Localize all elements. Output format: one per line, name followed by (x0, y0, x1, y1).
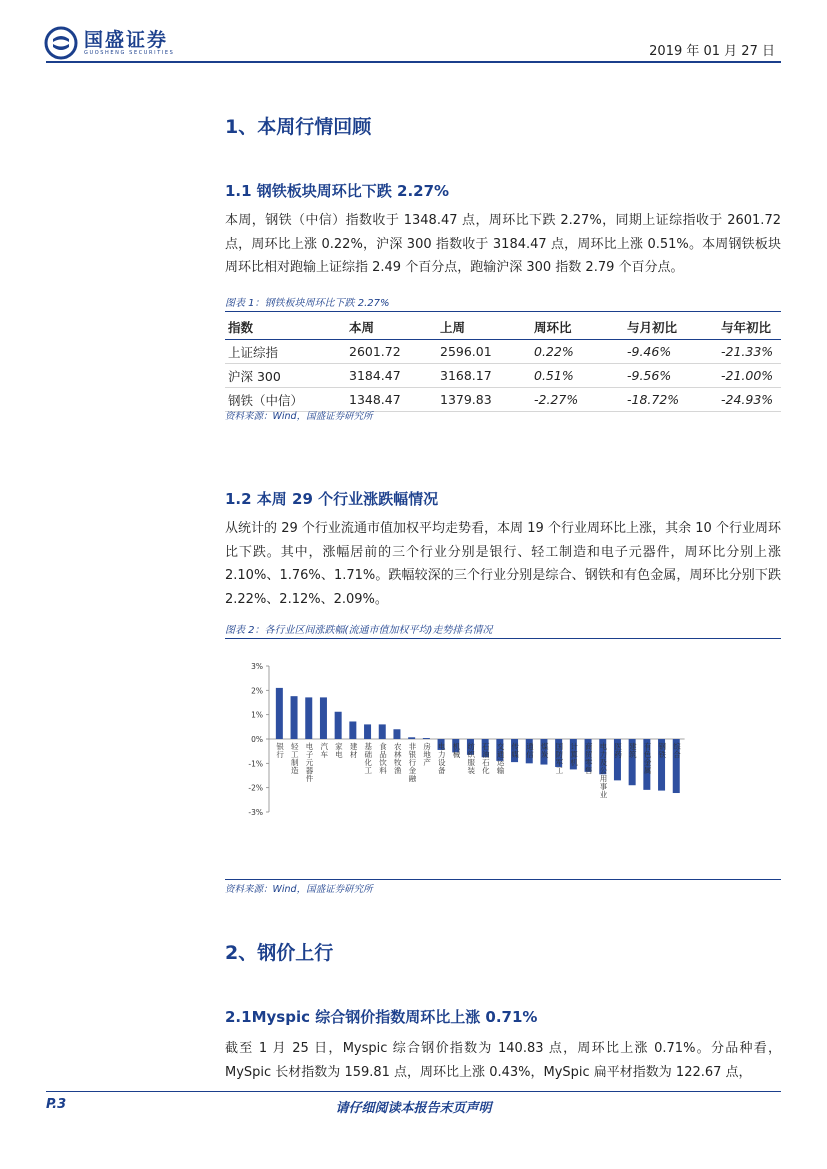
x-tick-label: 建材 (349, 742, 358, 759)
y-tick-label: 0% (251, 735, 263, 744)
table-header-row (225, 315, 781, 340)
chart-2-caption: 图表 2：各行业区间涨跌幅(流通市值加权平均)走势排名情况 (225, 625, 493, 636)
x-tick-label: 计算机 (570, 742, 578, 767)
table-header-cell: 与年初比 (718, 315, 781, 340)
x-tick-label: 商贸零售 (585, 742, 593, 775)
chart-2-caption-line (225, 638, 781, 639)
table-header-cell: 本周 (346, 315, 437, 340)
table-row (225, 340, 781, 364)
industry-bar-chart-svg (225, 646, 781, 880)
table-cell: -9.46% (624, 340, 718, 364)
chart-2-bottom-line (225, 879, 781, 880)
x-tick-label: 基础化工 (364, 742, 373, 775)
table-header-cell: 周环比 (531, 315, 624, 340)
x-tick-label: 通信 (526, 742, 534, 759)
section-2-title: 2、钢价上行 (225, 942, 334, 964)
x-tick-label: 建筑 (629, 742, 637, 759)
report-date: 2019 年 01 月 27 日 (649, 44, 775, 59)
subsection-2-1-paragraph: 截至 1 月 25 日，Myspic 综合钢价指数为 140.83 点，周环比上涨 0.71%。分品种看，MySpic 长材指数为 159.81 点，周环比上涨 0.43%，MySpic 扁平材指数为 122.67 点， (225, 1041, 781, 1080)
table-cell: 钢铁（中信） (225, 388, 346, 412)
x-tick-label: 农林牧渔 (393, 742, 402, 775)
table-cell: -9.56% (624, 364, 718, 388)
x-tick-label: 石油石化 (482, 742, 490, 775)
x-tick-label: 汽车 (320, 742, 328, 759)
subsection-2-1-title: 2.1Myspic 综合钢价指数周环比上涨 0.71% (225, 1008, 538, 1026)
y-tick-label: -3% (248, 808, 263, 817)
y-tick-label: -2% (248, 783, 263, 793)
x-tick-label: 电力设备 (438, 742, 446, 775)
table-cell: -21.00% (718, 364, 781, 388)
logo-mark-icon (44, 26, 78, 60)
table-cell: 0.51% (531, 364, 624, 388)
table-cell: 上证综指 (225, 340, 346, 364)
disclaimer-notice: 请仔细阅读本报告末页声明 (335, 1101, 492, 1116)
table-1-caption-line (225, 311, 781, 312)
table-cell: 沪深 300 (225, 364, 346, 388)
y-tick-label: 2% (251, 686, 263, 696)
bar-非银行金融 (408, 737, 415, 739)
table-header-cell: 指数 (225, 315, 346, 340)
x-tick-label: 机械 (452, 742, 461, 759)
bar-轻工制造 (291, 696, 298, 739)
x-tick-label: 电力及公用事业 (599, 742, 608, 799)
table-header-cell: 上周 (437, 315, 531, 340)
x-tick-label: 传媒 (511, 742, 520, 759)
x-tick-label: 煤炭 (540, 742, 549, 759)
table-cell: -24.93% (718, 388, 781, 412)
header-divider (46, 61, 781, 63)
subsection-1-2-title: 1.2 本周 29 个行业涨跌幅情况 (225, 490, 439, 508)
bar-农林牧渔 (393, 729, 400, 739)
x-tick-label: 电子元器件 (305, 742, 314, 783)
y-tick-label: 1% (251, 710, 263, 720)
table-cell: 1348.47 (346, 388, 437, 412)
x-tick-label: 钢铁 (658, 742, 667, 759)
x-tick-label: 交通运输 (496, 742, 505, 775)
subsection-1-1-title: 1.1 钢铁板块周环比下跌 2.27% (225, 182, 450, 200)
bar-汽车 (320, 697, 327, 739)
x-tick-label: 银行 (276, 742, 284, 759)
industry-bar-chart (225, 646, 781, 880)
table-cell: -2.27% (531, 388, 624, 412)
table-cell: 3168.17 (437, 364, 531, 388)
x-tick-label: 家电 (335, 742, 343, 759)
table-1-source: 资料来源：Wind，国盛证券研究所 (225, 411, 373, 422)
page-number: P.3 (46, 1097, 67, 1112)
table-cell: -21.33% (718, 340, 781, 364)
x-tick-label: 有色金属 (643, 742, 652, 775)
table-1-caption: 图表 1：钢铁板块周环比下跌 2.27% (225, 298, 390, 309)
index-table (225, 315, 781, 412)
logo-cn-text: 国盛证券 (84, 28, 169, 51)
bar-建材 (349, 721, 356, 739)
table-cell: 0.22% (531, 340, 624, 364)
subsection-1-2-paragraph: 从统计的 29 个行业流通市值加权平均走势看，本周 19 个行业周环比上涨，其余 10 个行业周环比下跌。其中，涨幅居前的三个行业分别是银行、轻工制造和电子元器件，周环比分别上涨 2.10%、1.76%、1.71%。跌幅较深的三个行业分别是综合、钢铁和有色金属，周环比分别下跌 2.22%、2.12%、2.09%。 (225, 521, 781, 607)
bar-银行 (276, 688, 283, 739)
table-cell: -18.72% (624, 388, 718, 412)
table-cell: 1379.83 (437, 388, 531, 412)
x-tick-label: 医药 (614, 742, 622, 759)
y-tick-label: -1% (248, 759, 263, 769)
bar-电子元器件 (305, 697, 312, 739)
x-tick-label: 综合 (673, 742, 681, 759)
y-tick-label: 3% (251, 662, 263, 671)
bar-家电 (335, 712, 342, 739)
table-cell: 2596.01 (437, 340, 531, 364)
table-cell: 3184.47 (346, 364, 437, 388)
x-tick-label: 非银行金融 (408, 742, 417, 783)
x-tick-label: 纺织服装 (467, 742, 475, 775)
company-logo (44, 26, 174, 60)
chart-2-source: 资料来源：Wind，国盛证券研究所 (225, 884, 373, 895)
section-1-title: 1、本周行情回顾 (225, 116, 372, 138)
bar-基础化工 (364, 724, 371, 739)
x-tick-label: 轻工制造 (291, 742, 299, 775)
x-tick-label: 国防军工 (555, 742, 564, 775)
table-cell: 2601.72 (346, 340, 437, 364)
logo-en-text: GUOSHENG SECURITIES (84, 49, 175, 56)
bar-食品饮料 (379, 724, 386, 739)
footer-divider (46, 1091, 781, 1092)
table-header-cell: 与月初比 (624, 315, 718, 340)
bar-房地产 (423, 738, 430, 739)
x-tick-label: 房地产 (423, 742, 431, 767)
x-tick-label: 食品饮料 (379, 742, 387, 775)
subsection-1-1-paragraph: 本周，钢铁（中信）指数收于 1348.47 点，周环比下跌 2.27%，同期上证综指收于 2601.72 点，周环比上涨 0.22%，沪深 300 指数收于 3184.47 点，周环比上涨 0.51%。本周钢铁板块周环比相对跑输上证综指 2.49 个百分点，跑输沪深 300 指数 2.79 个百分点。 (225, 213, 781, 275)
table-row (225, 364, 781, 388)
